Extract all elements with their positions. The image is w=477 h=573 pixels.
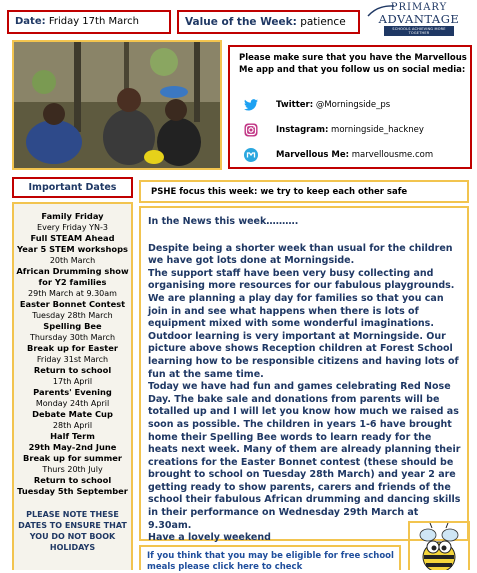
news-heading: In the News this week………. [148, 216, 299, 227]
twitter-row[interactable] [244, 97, 390, 113]
date-item-date: 17th April [52, 377, 93, 386]
date-value: Friday 17th March [48, 16, 139, 27]
date-item-date: Thurs 20th July [42, 465, 103, 474]
date-item-date: 29th March at 9.30am [28, 289, 117, 298]
forest-school-photo [12, 40, 222, 170]
date-item-title: Break up for summer [23, 453, 122, 463]
date-item-title: Half Term [50, 431, 95, 441]
news-paragraph: The support staff have been very busy collecting and organising more resources for our fabulous playgrounds. We are planning a play day for families so that you can join in and see what happens when there is lots of equipment mixed with some wonderful imaginations. Outdoor learning is very important at Morningside. Our picture above shows Reception children at Forest School learning how to be responsible citizens and having lots of fun at the same time. [148, 267, 459, 380]
date-item-title: Parents' Evening [33, 387, 112, 397]
important-dates-title: Important Dates [12, 177, 133, 198]
twitter-label: Twitter: [276, 100, 314, 110]
date-item-title: Debate Mate Cup [32, 409, 113, 419]
twitter-handle: @Morningside_ps [315, 100, 391, 110]
date-item-date: 28th April [52, 421, 93, 430]
date-item-title: Tuesday 5th September [17, 486, 128, 496]
instagram-handle: morningside_hackney [331, 125, 424, 135]
news-paragraph: Have a lovely weekend [148, 532, 271, 544]
social-media-box [228, 45, 472, 169]
date-item-title: Spelling Bee [43, 321, 102, 331]
fsm-text: If you think that you may be eligible for free school meals please [147, 551, 394, 572]
logo-swoosh-icon [366, 3, 396, 17]
date-item-title: Easter Bonnet Contest [19, 299, 126, 309]
instagram-icon [244, 123, 258, 137]
primary-advantage-logo [366, 2, 472, 42]
marvellous-me-label: Marvellous Me: [276, 150, 350, 160]
instagram-row[interactable] [244, 122, 424, 138]
marvellous-me-handle: marvellousme.com [351, 150, 434, 160]
social-intro: Please make sure that you have the Marvellous Me app and that you follow us on social media: [239, 53, 467, 75]
date-item-title: Family Friday [41, 211, 104, 221]
dates-note: PLEASE NOTE THESE DATES TO ENSURE THAT YOU DO NOT BOOK HOLIDAYS [18, 510, 127, 552]
value-of-week-box [177, 10, 360, 34]
date-box [7, 10, 171, 34]
date-item-title: Year 5 STEM workshops [17, 244, 128, 254]
logo-line-2: ADVANTAGE [378, 12, 460, 26]
date-item-date: Friday 31st March [36, 355, 109, 364]
date-item-date: Thursday 30th March [29, 333, 116, 342]
date-item-date: Tuesday 28th March [32, 311, 113, 320]
date-item-date: Every Friday YN-3 [37, 223, 108, 232]
date-item-title: 29th May-2nd June [28, 442, 117, 452]
news-box [139, 206, 469, 544]
logo-tagline: SCHOOLS ACHIEVING MORE TOGETHER [384, 26, 454, 36]
news-paragraph: Today we have had fun and games celebrating Red Nose Day. The bake sale and donations from parents will be totalled up and I will let you know how much we raised as soon as possible. The children in years 1-6 have brought home their Spelling Bee words to learn ready for the heats next week. Many of them are already planning their creations for the Easter Bonnet contest (these should be brought to school on Tuesday 28th March) and year 2 are getting ready to show parents, carers and friends of the school their fabulous African drumming and dancing skills in their performance on Wednesday 29th March at 9.30am. [148, 381, 461, 531]
pshe-focus: PSHE focus this week: we try to keep each other safe [139, 180, 469, 203]
marvellous-me-row[interactable] [244, 147, 433, 163]
logo-line-1: PRIMARY [390, 2, 448, 13]
news-paragraph: Despite being a shorter week than usual for the children we have got lots done at Morningside. [148, 242, 453, 267]
instagram-label: Instagram: [276, 125, 329, 135]
value-label: Value of the Week: [185, 16, 297, 28]
spelling-bee-image [408, 521, 470, 570]
fsm-click-here-link[interactable]: click here [212, 562, 259, 572]
date-item-title: Return to school [33, 365, 112, 375]
date-item-title: African Drumming show for Y2 families [16, 266, 129, 287]
free-school-meals-box [139, 545, 401, 570]
important-dates-list [12, 202, 133, 570]
fsm-text-end: to check [258, 562, 303, 572]
value-text: patience [300, 16, 346, 28]
date-item-title: Full STEAM Ahead [30, 233, 115, 243]
date-label: Date: [15, 16, 46, 27]
bee-icon [410, 523, 468, 570]
marvellous-me-icon [244, 148, 258, 162]
twitter-icon [244, 98, 258, 112]
date-item-title: Return to school [33, 475, 112, 485]
date-item-date: 20th March [49, 256, 96, 265]
date-item-date: Monday 24th April [35, 399, 110, 408]
date-item-title: Break up for Easter [27, 343, 118, 353]
